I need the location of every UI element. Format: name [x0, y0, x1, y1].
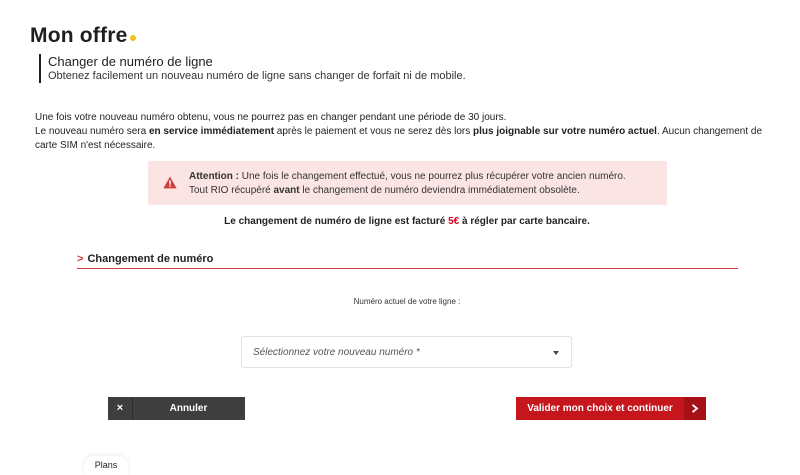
chevron-right-icon	[684, 397, 706, 420]
new-number-select[interactable]	[241, 336, 572, 368]
pricing-text-segment: Le changement de numéro de ligne est facturé	[224, 216, 449, 227]
close-icon: ×	[108, 397, 133, 420]
alert-text	[189, 170, 659, 198]
warning-triangle-icon	[163, 176, 177, 189]
current-number-label: Numéro actuel de votre ligne :	[353, 297, 461, 306]
page-title	[30, 24, 136, 48]
price-value: 5€	[448, 216, 460, 227]
cancel-button-label: Annuler	[169, 403, 208, 414]
intro-line-1: Une fois votre nouveau numéro obtenu, vous ne pourrez pas en changer pendant une période de 30 jours.	[35, 112, 507, 123]
subheader	[39, 54, 466, 83]
intro-text	[35, 111, 765, 153]
intro-text-segment: . Aucun changement de carte SIM n'est nécessaire.	[35, 126, 763, 151]
validate-button-label: Valider mon choix et continuer	[527, 403, 673, 414]
caret-down-icon	[553, 351, 559, 355]
section-title: Changement de numéro	[87, 253, 214, 265]
alert-bold-segment: avant	[273, 185, 300, 196]
intro-bold-segment: en service immédiatement	[148, 126, 275, 137]
warning-alert	[148, 161, 667, 205]
alert-text-segment: Tout RIO récupéré	[189, 185, 274, 196]
section-header	[77, 253, 738, 269]
alert-line-2	[189, 184, 659, 198]
alert-line-1	[189, 170, 659, 184]
intro-bold-segment: plus joignable sur votre numéro actuel	[473, 126, 657, 137]
pricing-text-segment: à régler par carte bancaire.	[459, 216, 590, 227]
page-title-text: Mon offre	[30, 24, 128, 47]
title-dot	[130, 35, 136, 41]
subheader-description: Obtenez facilement un nouveau numéro de ligne sans changer de forfait ni de mobile.	[48, 70, 466, 82]
chevron-right-icon: >	[77, 253, 84, 265]
cancel-button[interactable]	[108, 397, 245, 420]
pricing-note	[0, 216, 800, 227]
validate-continue-button[interactable]	[516, 397, 706, 420]
subheader-title: Changer de numéro de ligne	[48, 54, 213, 69]
intro-text-segment: Le nouveau numéro sera	[35, 126, 149, 137]
intro-text-segment: après le paiement et vous ne serez dès lors	[274, 126, 474, 137]
alert-text-segment: Une fois le changement effectué, vous ne pourrez plus récupérer votre ancien numéro.	[239, 171, 626, 182]
intro-line-2	[35, 125, 765, 153]
alert-heading: Attention :	[189, 171, 239, 182]
alert-text-segment: le changement de numéro deviendra immédiatement obsolète.	[299, 185, 580, 196]
plans-tab[interactable]: Plans	[84, 456, 128, 475]
new-number-select-placeholder: Sélectionnez votre nouveau numéro *	[253, 347, 420, 358]
